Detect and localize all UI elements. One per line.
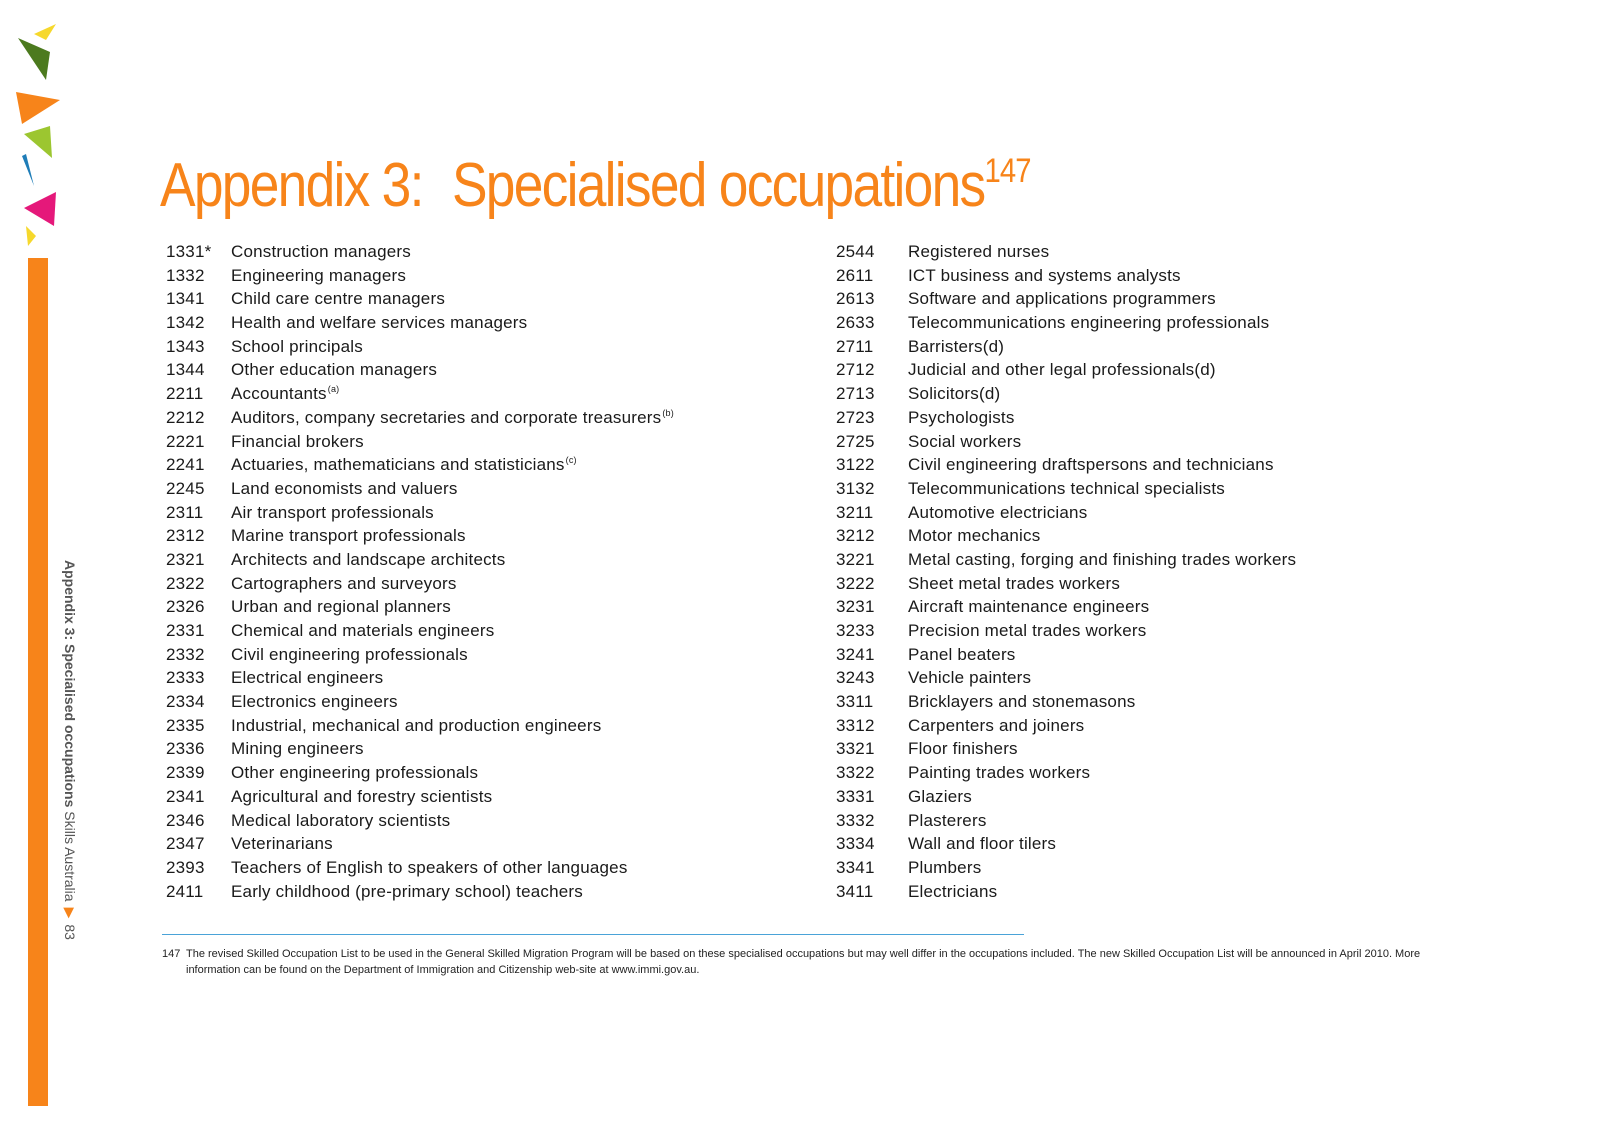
triangle-arrow-icon: ▶ [62,907,78,919]
occupation-code: 2711 [836,336,874,356]
occupation-name [231,737,364,761]
green-triangle-light [24,126,52,158]
occupation-code: 3221 [836,549,875,569]
occupation-row [166,643,806,667]
yellow-triangle-top [34,24,56,40]
occupation-name [231,477,458,501]
occupation-name [908,524,1040,548]
occupation-row [836,595,1536,619]
occupation-name-text: Vehicle painters [908,668,1032,688]
occupation-code: 3241 [836,644,875,664]
occupation-name [908,430,1021,454]
occupation-code: 1343 [166,336,205,356]
occupation-row [836,477,1536,501]
occupation-name [908,643,1016,667]
occupation-note: (b) [662,407,674,418]
occupation-row [166,240,806,264]
occupation-name-text: Motor mechanics [908,526,1041,546]
occupation-row [166,619,806,643]
occupation-name [908,453,1274,477]
occupation-row [836,832,1536,856]
occupation-name [231,761,478,785]
occupation-name-text: Solicitors(d) [908,384,1001,404]
occupation-name-text: Software and applications programmers [908,289,1216,309]
occupation-code: 2712 [836,360,875,380]
occupation-code: 1341 [166,289,205,309]
occupation-name [231,809,450,833]
occupation-name [908,240,1049,264]
occupation-code: 2311 [166,502,204,522]
occupation-row [836,501,1536,525]
side-section-label: Appendix 3: Specialised occupations [62,560,78,808]
occupation-code: 3334 [836,834,875,854]
occupation-code: 3233 [836,621,875,640]
occupation-row [166,501,806,525]
occupation-name [908,358,1216,382]
occupation-name-text: Child care centre managers [231,289,446,309]
occupation-row [836,382,1536,406]
occupation-name [231,832,333,856]
occupation-name-text: Registered nurses [908,242,1050,261]
occupation-list-right [836,240,1536,903]
occupation-code: 3332 [836,810,875,830]
occupation-name [908,666,1031,690]
occupation-name [231,714,601,738]
occupation-name-text: Engineering managers [231,265,407,285]
occupation-name-text: Auditors, company secretaries and corporate treasurers [231,407,662,427]
occupation-name-text: Judicial and other legal professionals(d) [908,360,1216,380]
occupation-name-text: Marine transport professionals [231,526,466,546]
occupation-code: 2346 [166,810,205,830]
occupation-code: 2725 [836,431,875,451]
occupation-row [836,643,1536,667]
occupation-name-text: Telecommunications technical specialists [908,478,1225,498]
occupation-row [166,358,806,382]
occupation-name-text: Telecommunications engineering professionals [908,313,1270,333]
occupation-name [231,264,406,288]
occupation-name-text: Air transport professionals [231,502,434,522]
occupation-name [231,311,527,335]
occupation-note: (a) [327,384,340,395]
occupation-code: 2335 [166,715,205,735]
occupation-code: 2221 [166,431,205,451]
occupation-name-text: Aircraft maintenance engineers [908,597,1150,617]
occupation-code: 2333 [166,668,205,688]
occupation-row [166,761,806,785]
occupation-code: 1342 [166,313,205,333]
occupation-row [836,287,1536,311]
page-title-footnote-ref: 147 [984,152,1031,190]
occupation-name [231,453,577,477]
occupation-row [836,358,1536,382]
occupation-name [908,785,972,809]
side-running-header [61,560,78,940]
occupation-name [231,358,437,382]
yellow-triangle-bottom [26,226,36,246]
occupation-name-text: School principals [231,336,363,356]
occupation-code: 2211 [166,384,204,404]
occupation-row [166,382,806,406]
occupation-name [231,666,383,690]
occupation-name [908,619,1146,643]
occupation-row [166,548,806,572]
occupation-name [908,477,1225,501]
occupation-name-text: Chemical and materials engineers [231,621,495,640]
occupation-name [231,524,466,548]
occupation-name [231,572,457,596]
footnote-number: 147 [162,948,181,960]
occupation-name [908,761,1090,785]
occupation-code: 2312 [166,526,205,546]
occupation-row [166,666,806,690]
occupation-name [908,832,1056,856]
occupation-name [908,501,1087,525]
occupation-name-text: Automotive electricians [908,502,1088,522]
footnote [162,946,1452,978]
occupation-name-text: Panel beaters [908,644,1016,664]
occupation-code: 3243 [836,668,875,688]
occupation-code: 1331* [166,242,212,261]
occupation-name [231,240,411,264]
occupation-name [908,880,997,904]
occupation-name [908,548,1296,572]
occupation-row [166,809,806,833]
occupation-row [836,524,1536,548]
occupation-code: 2723 [836,407,875,427]
occupation-code: 2334 [166,692,205,712]
occupation-name-text: Early childhood (pre-primary school) teachers [231,881,583,901]
occupation-code: 2411 [166,881,204,901]
occupation-name [908,690,1135,714]
occupation-name-text: Architects and landscape architects [231,549,506,569]
occupation-name [231,430,364,454]
occupation-row [836,737,1536,761]
occupation-code: 3122 [836,455,875,475]
occupation-name [231,548,505,572]
occupation-name [231,406,674,430]
occupation-code: 2613 [836,289,875,309]
occupation-name [908,406,1015,430]
occupation-name-text: Barristers(d) [908,336,1005,356]
occupation-row [836,311,1536,335]
occupation-row [836,880,1536,904]
occupation-name-text: Agricultural and forestry scientists [231,786,493,806]
occupation-code: 3331 [836,786,875,806]
occupation-code: 2245 [166,478,205,498]
occupation-name-text: Accountants [231,384,327,404]
occupation-row [836,335,1536,359]
occupation-code: 2611 [836,265,874,285]
occupation-list-left [166,240,806,903]
page-title [160,150,1031,221]
occupation-code: 3211 [836,502,874,522]
occupation-row [836,714,1536,738]
occupation-code: 2326 [166,597,205,617]
occupation-name-text: Teachers of English to speakers of other languages [231,857,628,877]
occupation-name-text: Construction managers [231,242,411,261]
occupation-name-text: Floor finishers [908,739,1018,759]
occupation-name [231,643,468,667]
occupation-name [231,287,445,311]
occupation-name-text: Industrial, mechanical and production engineers [231,715,602,735]
occupation-code: 3311 [836,692,874,712]
occupation-row [166,785,806,809]
occupation-name [908,287,1216,311]
occupation-row [836,264,1536,288]
occupation-code: 3321 [836,739,875,759]
occupation-row [166,690,806,714]
blue-triangle [22,154,34,186]
occupation-name-text: Sheet metal trades workers [908,573,1121,593]
pink-triangle [24,192,56,226]
occupation-name-text: Civil engineering professionals [231,644,468,664]
occupation-row [166,595,806,619]
occupation-name-text: Precision metal trades workers [908,621,1147,640]
occupation-name-text: Other education managers [231,360,438,380]
occupation-code: 2336 [166,739,205,759]
occupation-code: 2322 [166,573,205,593]
occupation-name-text: Urban and regional planners [231,597,451,617]
occupation-code: 3222 [836,573,875,593]
occupation-row [836,690,1536,714]
occupation-code: 3322 [836,763,875,783]
occupation-row [166,572,806,596]
occupation-name [908,311,1269,335]
occupation-name [908,809,987,833]
occupation-row [166,832,806,856]
occupation-name-text: Bricklayers and stonemasons [908,692,1136,712]
occupation-name [231,880,583,904]
occupation-row [836,785,1536,809]
occupation-code: 2713 [836,384,875,404]
occupation-name-text: Metal casting, forging and finishing trades workers [908,549,1297,569]
occupation-name-text: Land economists and valuers [231,478,458,498]
footnote-divider [162,934,1024,935]
side-page-number: 83 [62,924,78,940]
occupation-name [231,335,363,359]
occupation-row [166,311,806,335]
occupation-row [166,477,806,501]
occupation-code: 3411 [836,881,874,901]
occupation-row [166,287,806,311]
occupation-name [908,856,981,880]
occupation-row [836,406,1536,430]
occupation-row [166,430,806,454]
occupation-name [908,572,1120,596]
occupation-row [166,856,806,880]
occupation-name [231,785,492,809]
occupation-code: 3132 [836,478,875,498]
occupation-name-text: Actuaries, mathematicians and statisticians [231,455,565,475]
occupation-row [836,761,1536,785]
occupation-code: 2347 [166,834,205,854]
occupation-code: 1344 [166,360,205,380]
occupation-name-text: Mining engineers [231,739,364,759]
occupation-name [231,690,398,714]
page-title-main: Appendix 3: [160,151,423,220]
occupation-code: 2241 [166,455,205,475]
occupation-code: 3231 [836,597,875,617]
side-accent-bar [28,258,48,1106]
occupation-code: 2633 [836,313,875,333]
orange-triangle [16,92,60,124]
occupation-code: 2212 [166,407,205,427]
occupation-name [231,382,339,406]
occupation-name-text: Financial brokers [231,431,364,451]
occupation-code: 2331 [166,621,205,640]
footnote-text: The revised Skilled Occupation List to be used in the General Skilled Migration Program will be based on these specialised occupations but may well differ in the occupations included. The new Skilled Occupation List will be announced in April 2010. More information can be found on the Department of Immigration and Citizenship web-site at www.immi.gov.au. [186,948,1421,976]
occupation-code: 1332 [166,265,205,285]
occupation-name-text: Wall and floor tilers [908,834,1057,854]
occupation-name-text: Plasterers [908,810,987,830]
occupation-name-text: Social workers [908,431,1022,451]
occupation-name-text: Psychologists [908,407,1015,427]
occupation-row [836,430,1536,454]
occupation-name [908,737,1018,761]
occupation-row [166,737,806,761]
occupation-name-text: Plumbers [908,857,982,877]
occupation-code: 2393 [166,857,205,877]
page-title-sub: Specialised occupations [451,151,985,220]
occupation-row [836,572,1536,596]
occupation-name-text: Other engineering professionals [231,763,479,783]
occupation-name [231,501,434,525]
decorative-triangles [0,0,70,260]
occupation-code: 3312 [836,715,875,735]
occupation-row [166,264,806,288]
occupation-code: 3212 [836,526,875,546]
occupation-code: 2544 [836,242,875,261]
occupation-name [231,595,451,619]
occupation-name [908,595,1149,619]
occupation-row [836,809,1536,833]
occupation-row [836,548,1536,572]
occupation-name-text: Medical laboratory scientists [231,810,451,830]
occupation-code: 3341 [836,857,875,877]
occupation-code: 2339 [166,763,205,783]
occupation-name-text: Electrical engineers [231,668,384,688]
occupation-name [908,714,1084,738]
occupation-name [231,856,628,880]
occupation-row [836,856,1536,880]
occupation-name-text: Electronics engineers [231,692,398,712]
occupation-code: 2341 [166,786,205,806]
occupation-code: 2332 [166,644,205,664]
occupation-row [836,453,1536,477]
occupation-row [166,880,806,904]
occupation-name-text: Carpenters and joiners [908,715,1085,735]
side-org-label: Skills Australia [62,811,78,902]
occupation-name-text: ICT business and systems analysts [908,265,1181,285]
occupation-row [836,619,1536,643]
occupation-name-text: Electricians [908,881,998,901]
occupation-row [836,240,1536,264]
occupation-name-text: Painting trades workers [908,763,1091,783]
occupation-row [836,666,1536,690]
occupation-name [231,619,494,643]
green-triangle-dark [18,38,50,80]
occupation-name-text: Civil engineering draftspersons and technicians [908,455,1274,475]
occupation-row [166,714,806,738]
occupation-row [166,524,806,548]
occupation-name-text: Cartographers and surveyors [231,573,457,593]
occupation-name [908,264,1181,288]
occupation-name-text: Glaziers [908,786,972,806]
occupation-name-text: Health and welfare services managers [231,313,528,333]
occupation-name [908,382,1000,406]
occupation-code: 2321 [166,549,205,569]
occupation-row [166,406,806,430]
occupation-name-text: Veterinarians [231,834,333,854]
occupation-row [166,453,806,477]
occupation-note: (c) [565,455,577,466]
occupation-name [908,335,1004,359]
occupation-row [166,335,806,359]
